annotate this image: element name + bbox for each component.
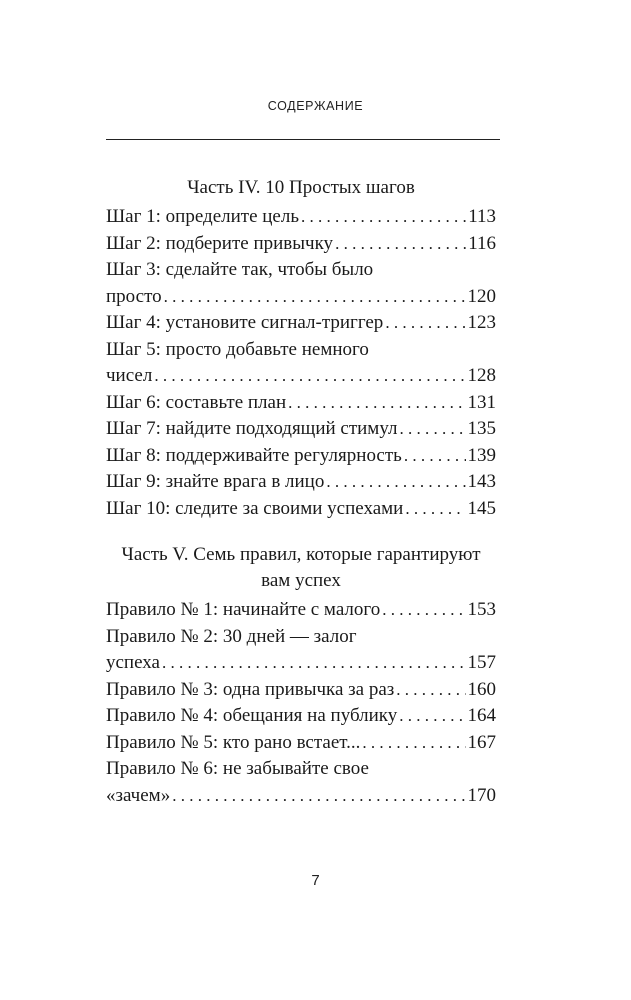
entry-page: 157 (467, 652, 496, 673)
entry-page: 167 (467, 731, 496, 753)
entry-title: Правило № 3: одна привычка за раз (106, 678, 395, 700)
toc-entry (106, 730, 496, 757)
entry-page: 113 (468, 206, 496, 227)
leader-dots (326, 469, 465, 496)
leader-dots (396, 677, 465, 704)
entry-title: Правило № 1: начинайте с малого (106, 599, 381, 620)
part-title: Часть IV. 10 Простых шагов (187, 177, 415, 198)
entry-page: 160 (467, 678, 496, 700)
toc-entry (106, 677, 496, 704)
toc-entry (106, 390, 496, 417)
entry-page: 116 (468, 232, 496, 254)
entry-title: Шаг 3: сделайте так, чтобы было (106, 259, 374, 280)
entry-page: 135 (467, 418, 496, 439)
toc-entry (106, 624, 496, 677)
entry-title: Правило № 2: 30 дней — залог (106, 625, 357, 647)
entry-title: Шаг 10: следите за своими успехами (106, 497, 404, 519)
entry-page: 123 (467, 312, 496, 333)
entry-title: Шаг 5: просто добавьте немного (106, 338, 369, 360)
toc-entry (106, 756, 496, 809)
entry-page: 139 (467, 444, 496, 466)
leader-dots (164, 284, 466, 311)
toc-entry (106, 703, 496, 730)
entry-title: Шаг 9: знайте врага в лицо (106, 471, 325, 492)
entry-title-continued: просто (106, 285, 162, 307)
toc-entry (106, 597, 496, 624)
toc-entry (106, 496, 496, 523)
entry-title: Правило № 4: обещания на публику (106, 705, 398, 726)
table-of-contents (106, 175, 496, 809)
entry-page: 153 (467, 599, 496, 620)
leader-dots (382, 597, 465, 624)
toc-entry (106, 310, 496, 337)
leader-dots (301, 204, 466, 231)
part-title (106, 542, 496, 594)
entry-title: Шаг 1: определите цель (106, 206, 300, 227)
entry-page: 128 (467, 365, 496, 386)
entry-page: 143 (467, 471, 496, 492)
part-title-line: Часть V. Семь правил, которые гарантируют (121, 544, 481, 565)
page-number: 7 (311, 872, 320, 889)
toc-entry (106, 443, 496, 470)
toc-entry (106, 337, 496, 390)
leader-dots (162, 650, 466, 677)
leader-dots (172, 783, 465, 810)
toc-entry (106, 204, 496, 231)
leader-dots (154, 363, 465, 390)
entry-title: Шаг 6: составьте план (106, 391, 287, 413)
entry-page: 131 (467, 391, 496, 413)
toc-entry (106, 257, 496, 310)
leader-dots (362, 730, 465, 757)
entry-title: Шаг 8: поддерживайте регулярность (106, 444, 402, 466)
leader-dots (405, 496, 465, 523)
part-title-line: вам успех (261, 570, 341, 591)
entry-title-continued: «зачем» (106, 784, 171, 806)
leader-dots (385, 310, 465, 337)
leader-dots (399, 416, 465, 443)
entry-title: Шаг 7: найдите подходящий стимул (106, 418, 398, 439)
entry-page: 170 (467, 784, 496, 806)
entry-title: Шаг 4: установите сигнал-триггер (106, 312, 384, 333)
toc-entry (106, 469, 496, 496)
leader-dots (404, 443, 466, 470)
entry-page: 145 (467, 497, 496, 519)
entry-page: 164 (467, 705, 496, 726)
toc-entry (106, 416, 496, 443)
entry-title: Правило № 5: кто рано встает... (106, 731, 361, 753)
leader-dots (335, 231, 466, 258)
leader-dots (399, 703, 465, 730)
entry-title: Правило № 6: не забывайте свое (106, 758, 369, 779)
leader-dots (288, 390, 465, 417)
toc-entry (106, 231, 496, 258)
entry-page: 120 (467, 285, 496, 307)
running-header: СОДЕРЖАНИЕ (267, 99, 364, 113)
entry-title-continued: успеха (106, 652, 160, 673)
header-divider (106, 139, 500, 140)
entry-title-continued: чисел (106, 365, 153, 386)
entry-title: Шаг 2: подберите привычку (106, 232, 334, 254)
